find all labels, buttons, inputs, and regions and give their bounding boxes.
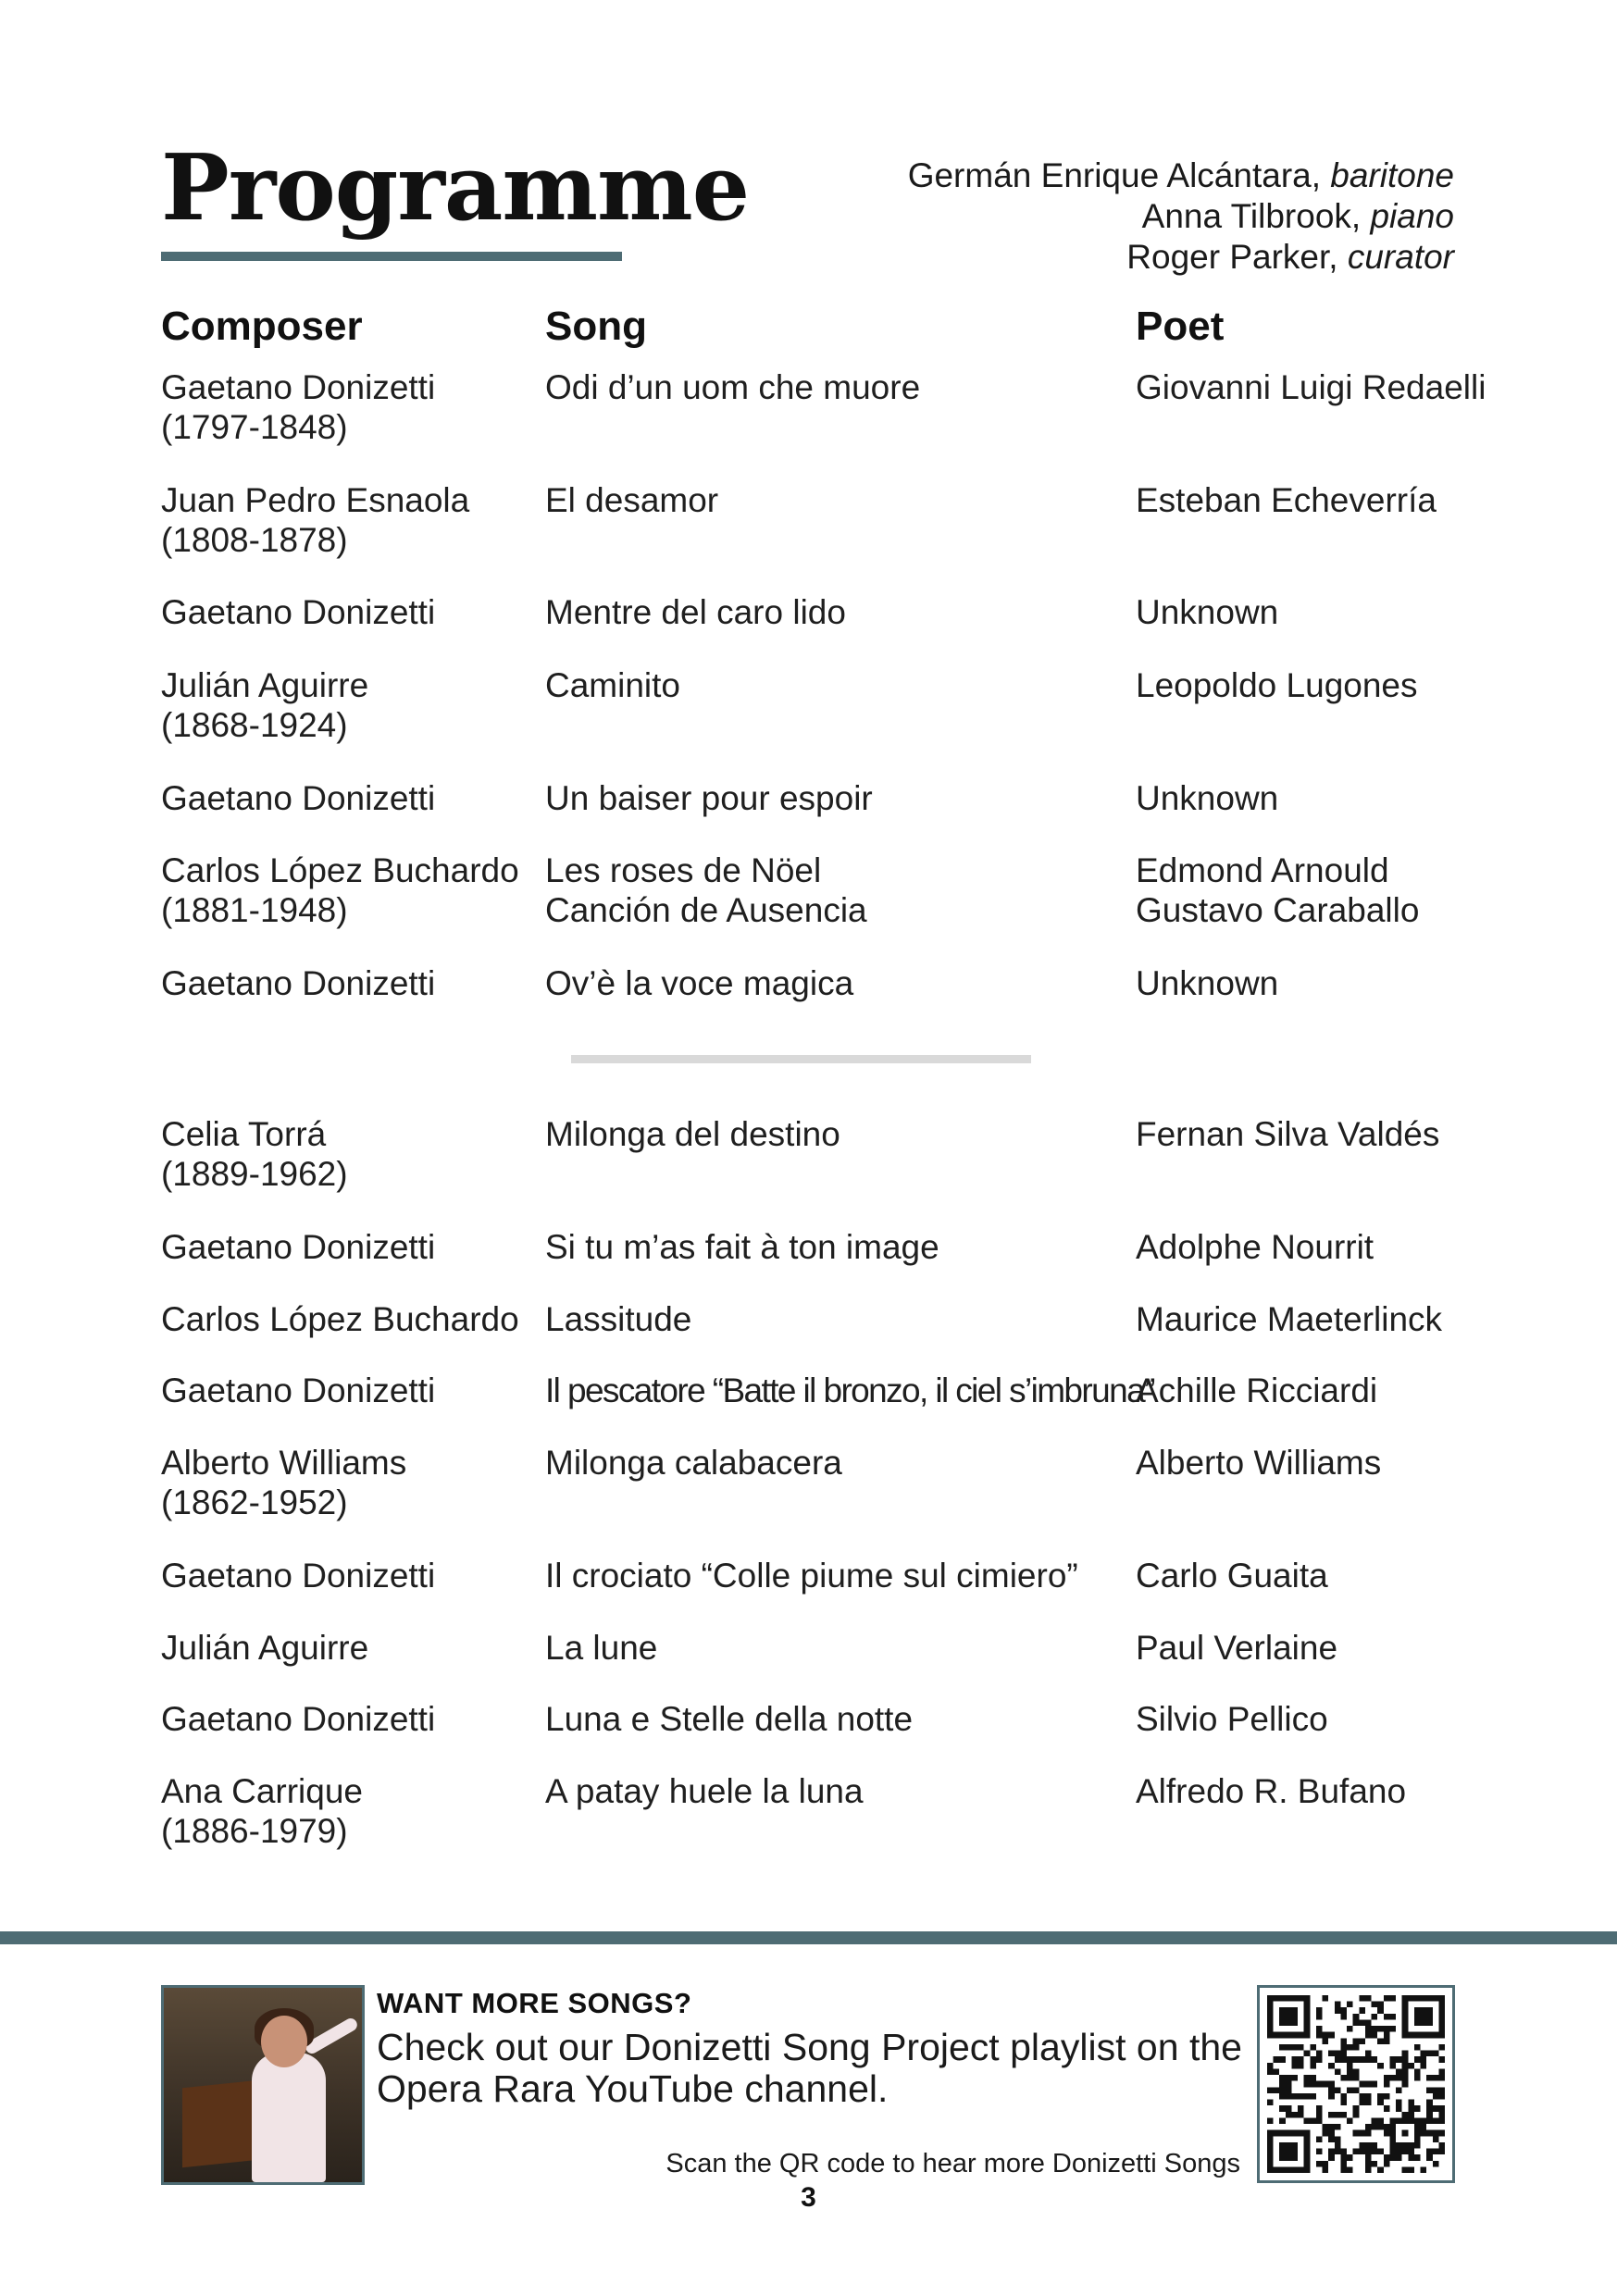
composer-cell — [161, 592, 435, 632]
poet-cell — [1136, 1299, 1442, 1339]
credit-name: Anna Tilbrook, — [1141, 197, 1371, 235]
credit-line — [908, 155, 1454, 196]
poet-line: Unknown — [1136, 779, 1279, 817]
credit-line — [908, 237, 1454, 278]
poet-cell — [1136, 963, 1278, 1003]
song-cell — [545, 850, 867, 930]
composer-cell — [161, 1556, 435, 1595]
qr-code-icon[interactable] — [1257, 1985, 1455, 2183]
column-header-poet: Poet — [1136, 304, 1225, 349]
poet-line: Alfredo R. Bufano — [1136, 1772, 1407, 1810]
song-line: El desamor — [545, 481, 719, 519]
song-line: Si tu m’as fait à ton image — [545, 1228, 939, 1266]
poet-cell — [1136, 1699, 1328, 1739]
composer-line: (1886-1979) — [161, 1812, 348, 1850]
composer-line: Gaetano Donizetti — [161, 1557, 436, 1595]
song-line: Mentre del caro lido — [545, 593, 846, 631]
song-cell — [545, 1114, 840, 1154]
song-cell — [545, 1628, 657, 1668]
song-cell — [545, 665, 680, 705]
poet-cell — [1136, 367, 1486, 407]
performer-photo — [161, 1985, 365, 2185]
promo-text: Check out our Donizetti Song Project playlist on the Opera Rara YouTube channel. — [377, 2026, 1242, 2110]
song-line: Milonga del destino — [545, 1115, 840, 1153]
song-cell — [545, 367, 920, 407]
poet-line: Gustavo Caraballo — [1136, 891, 1420, 929]
composer-line: Gaetano Donizetti — [161, 1700, 436, 1738]
song-line: Les roses de Nöel — [545, 851, 822, 889]
column-header-composer: Composer — [161, 304, 363, 349]
poet-cell — [1136, 778, 1278, 818]
poet-line: Carlo Guaita — [1136, 1557, 1328, 1595]
interval-divider — [571, 1055, 1031, 1063]
composer-cell — [161, 1699, 435, 1739]
poet-cell — [1136, 1114, 1439, 1154]
column-header-song: Song — [545, 304, 647, 349]
credit-name: Germán Enrique Alcántara, — [907, 156, 1331, 194]
song-line: Milonga calabacera — [545, 1444, 842, 1482]
song-line: Caminito — [545, 666, 680, 704]
composer-line: Celia Torrá — [161, 1115, 327, 1153]
composer-line: (1808-1878) — [161, 521, 348, 559]
song-line: La lune — [545, 1629, 658, 1667]
song-cell — [545, 480, 718, 520]
composer-cell — [161, 1443, 406, 1522]
footer-rule — [0, 1931, 1617, 1944]
composer-line: (1868-1924) — [161, 706, 348, 744]
performer-credits — [908, 155, 1454, 278]
poet-cell — [1136, 850, 1419, 930]
poet-cell — [1136, 1371, 1377, 1410]
poet-line: Unknown — [1136, 593, 1279, 631]
poet-cell — [1136, 1628, 1337, 1668]
song-cell — [545, 1556, 1078, 1595]
composer-line: Julián Aguirre — [161, 666, 369, 704]
composer-line: Gaetano Donizetti — [161, 964, 436, 1002]
page-number: 3 — [801, 2182, 816, 2213]
credit-role: baritone — [1330, 156, 1454, 194]
qr-caption: Scan the QR code to hear more Donizetti Songs — [665, 2149, 1240, 2178]
composer-line: (1862-1952) — [161, 1483, 348, 1521]
poet-cell — [1136, 1443, 1381, 1483]
credit-line — [908, 196, 1454, 237]
composer-line: Carlos López Buchardo — [161, 851, 519, 889]
composer-cell — [161, 778, 435, 818]
song-line: Ov’è la voce magica — [545, 964, 854, 1002]
song-line: Il pescatore “Batte il bronzo, il ciel s’imbruna” — [545, 1371, 1154, 1409]
composer-line: Alberto Williams — [161, 1444, 407, 1482]
poet-cell — [1136, 1771, 1406, 1811]
song-cell — [545, 1443, 842, 1483]
poet-cell — [1136, 1556, 1328, 1595]
song-cell — [545, 1299, 691, 1339]
song-line: Canción de Ausencia — [545, 891, 867, 929]
composer-line: Ana Carrique — [161, 1772, 364, 1810]
credit-role: piano — [1370, 197, 1454, 235]
composer-line: Gaetano Donizetti — [161, 779, 436, 817]
poet-line: Maurice Maeterlinck — [1136, 1300, 1443, 1338]
composer-cell — [161, 1371, 435, 1410]
poet-cell — [1136, 592, 1278, 632]
song-cell — [545, 1699, 913, 1739]
composer-cell — [161, 480, 469, 560]
title-underline — [161, 252, 622, 261]
poet-line: Silvio Pellico — [1136, 1700, 1328, 1738]
poet-line: Giovanni Luigi Redaelli — [1136, 368, 1486, 406]
composer-cell — [161, 1299, 519, 1339]
composer-cell — [161, 1114, 348, 1194]
composer-line: (1889-1962) — [161, 1155, 348, 1193]
column-headers — [0, 304, 1617, 359]
composer-cell — [161, 1628, 368, 1668]
song-cell — [545, 1771, 864, 1811]
singer-body-shape — [252, 2053, 326, 2182]
poet-line: Paul Verlaine — [1136, 1629, 1338, 1667]
singer-head-shape — [261, 2016, 307, 2067]
song-line: Il crociato “Colle piume sul cimiero” — [545, 1557, 1078, 1595]
composer-line: Juan Pedro Esnaola — [161, 481, 470, 519]
poet-line: Alberto Williams — [1136, 1444, 1382, 1482]
composer-line: Gaetano Donizetti — [161, 368, 436, 406]
poet-line: Unknown — [1136, 964, 1279, 1002]
composer-cell — [161, 367, 435, 447]
composer-line: (1797-1848) — [161, 408, 348, 446]
poet-cell — [1136, 1227, 1374, 1267]
poet-cell — [1136, 480, 1437, 520]
poet-line: Fernan Silva Valdés — [1136, 1115, 1440, 1153]
credit-name: Roger Parker, — [1126, 238, 1348, 276]
composer-cell — [161, 850, 519, 930]
song-line: Odi d’un uom che muore — [545, 368, 921, 406]
song-cell — [545, 592, 846, 632]
song-cell — [545, 1371, 1154, 1410]
song-cell — [545, 1227, 939, 1267]
composer-cell — [161, 1227, 435, 1267]
credit-role: curator — [1347, 238, 1454, 276]
composer-line: Gaetano Donizetti — [161, 1228, 436, 1266]
poet-line: Adolphe Nourrit — [1136, 1228, 1374, 1266]
poet-cell — [1136, 665, 1418, 705]
poet-line: Leopoldo Lugones — [1136, 666, 1418, 704]
poet-line: Esteban Echeverría — [1136, 481, 1437, 519]
song-line: Luna e Stelle della notte — [545, 1700, 914, 1738]
composer-cell — [161, 665, 368, 745]
composer-line: (1881-1948) — [161, 891, 348, 929]
composer-line: Carlos López Buchardo — [161, 1300, 519, 1338]
composer-line: Gaetano Donizetti — [161, 1371, 436, 1409]
composer-line: Julián Aguirre — [161, 1629, 369, 1667]
composer-line: Gaetano Donizetti — [161, 593, 436, 631]
song-line: A patay huele la luna — [545, 1772, 864, 1810]
qr-code-graphic — [1267, 1995, 1445, 2173]
composer-cell — [161, 1771, 363, 1851]
song-line: Lassitude — [545, 1300, 692, 1338]
composer-cell — [161, 963, 435, 1003]
song-cell — [545, 778, 873, 818]
page-title: Programme — [161, 135, 750, 242]
song-cell — [545, 963, 853, 1003]
promo-heading: WANT MORE SONGS? — [377, 1987, 692, 2019]
song-line: Un baiser pour espoir — [545, 779, 873, 817]
poet-line: Achille Ricciardi — [1136, 1371, 1378, 1409]
poet-line: Edmond Arnould — [1136, 851, 1389, 889]
